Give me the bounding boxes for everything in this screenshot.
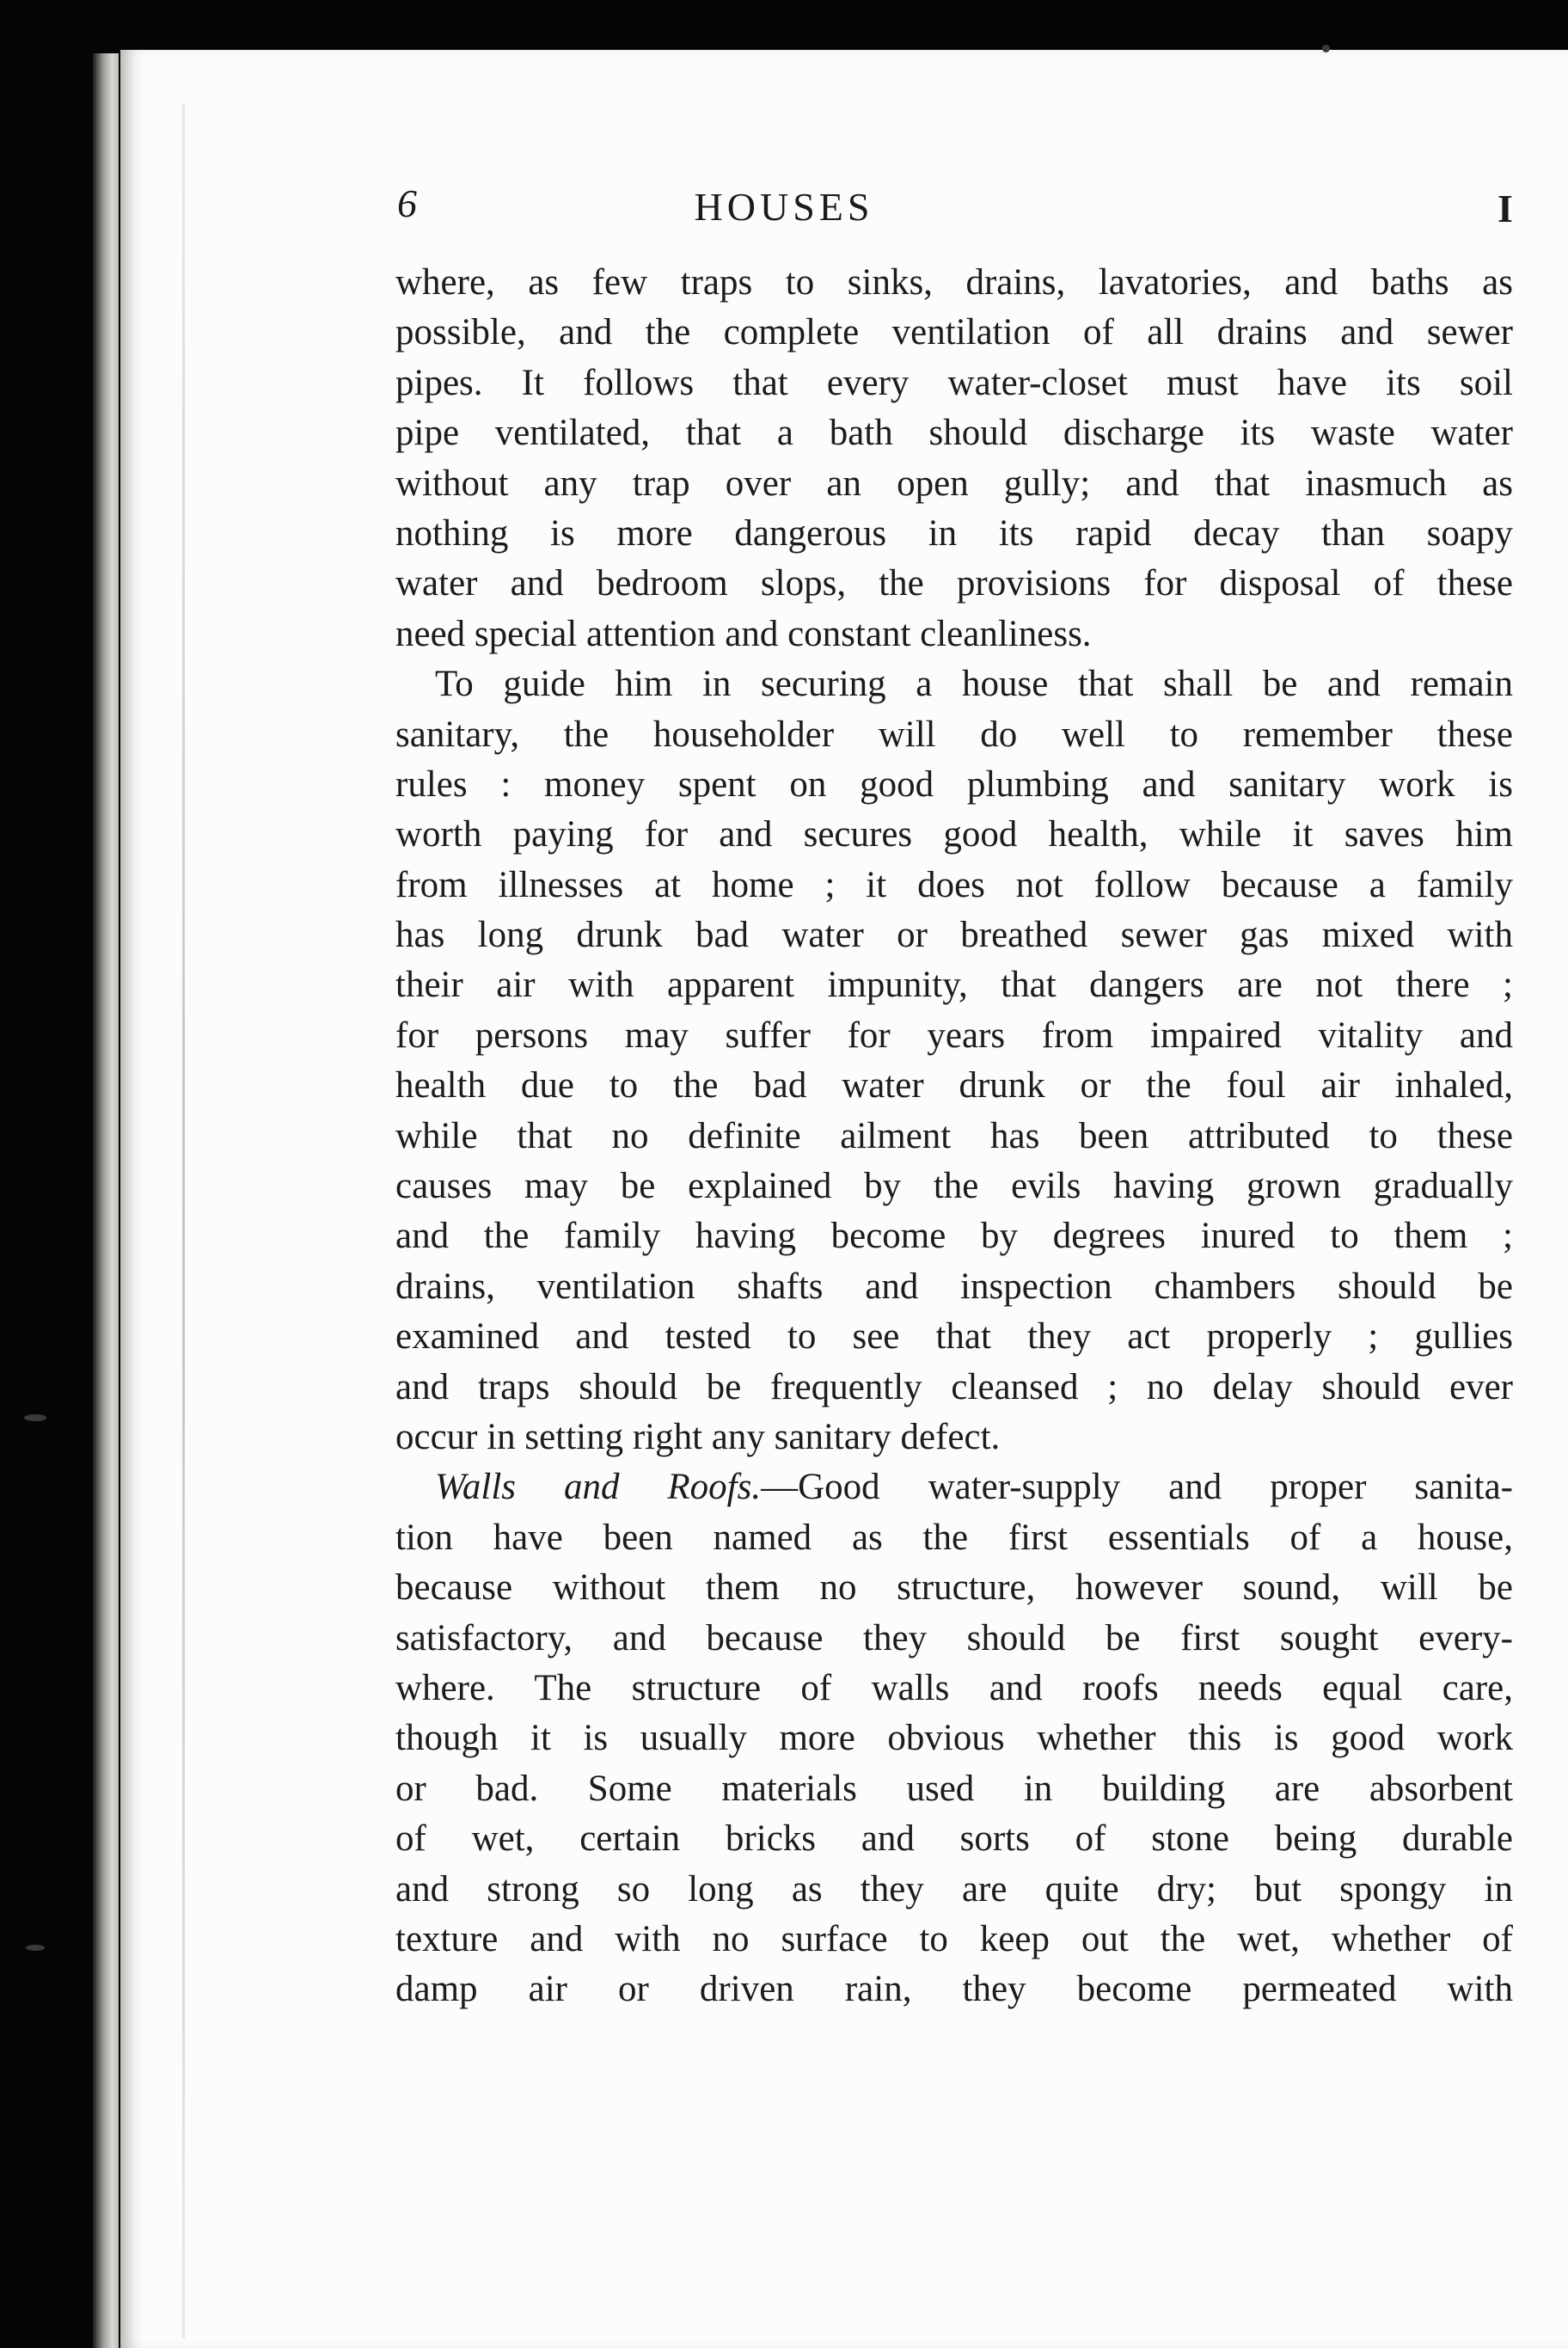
text-line: need special attention and constant cleanliness. (395, 613, 1092, 654)
running-header (0, 181, 1568, 241)
text-line: tion have been named as the first essentials of a house, (395, 1517, 1513, 1558)
paragraph-rules (395, 659, 1513, 1462)
text-line: sanitary, the householder will do well to remember these (395, 714, 1513, 755)
paragraph-drains (395, 258, 1513, 659)
text-line: worth paying for and secures good health, while it saves him (395, 814, 1513, 855)
text-line: because without them no structure, however sound, will be (395, 1567, 1513, 1609)
text-line: satisfactory, and because they should be first sought every- (395, 1617, 1513, 1658)
text-line: and strong so long as they are quite dry; but spongy in (395, 1868, 1513, 1910)
text-line: and traps should be frequently cleansed ; no delay should ever (395, 1366, 1513, 1407)
page-number: 6 (397, 181, 417, 225)
text-line: nothing is more dangerous in its rapid decay than soapy (395, 512, 1513, 554)
text-line: health due to the bad water drunk or the foul air inhaled, (395, 1065, 1513, 1107)
scan-speck (1322, 45, 1330, 52)
text-line: though it is usually more obvious whether this is good work (395, 1718, 1513, 1759)
text-line (395, 1462, 1513, 1512)
text-line: or bad. Some materials used in building are absorbent (395, 1768, 1513, 1809)
chapter-mark: I (1498, 187, 1513, 230)
section-heading: Walls and Roofs. (435, 1467, 762, 1508)
text-line: pipes. It follows that every water-closet must have its soil (395, 362, 1513, 403)
page-edge (93, 53, 119, 2348)
text-line: for persons may suffer for years from impaired vitality and (395, 1015, 1513, 1056)
text-line: and the family having become by degrees inured to them ; (395, 1216, 1513, 1257)
text-line: from illnesses at home ; it does not follow because a family (395, 864, 1513, 905)
text-line: To guide him in securing a house that shall be and remain (435, 664, 1513, 705)
text-line: texture and with no surface to keep out the wet, whether of (395, 1918, 1513, 1959)
text-line: drains, ventilation shafts and inspection chambers should be (395, 1266, 1513, 1307)
text-line: their air with apparent impunity, that dangers are not there ; (395, 965, 1513, 1006)
paragraph-walls-and-roofs (395, 1462, 1513, 2014)
text-line: possible, and the complete ventilation of all drains and sewer (395, 312, 1513, 353)
text-line: where, as few traps to sinks, drains, lavatories, and baths as (395, 262, 1513, 303)
text-line: occur in setting right any sanitary defect. (395, 1416, 1001, 1457)
text-line: has long drunk bad water or breathed sewer gas mixed with (395, 915, 1513, 956)
scan-speck (26, 1945, 45, 1951)
scan-speck (24, 1414, 46, 1421)
text-line: examined and tested to see that they act properly ; gullies (395, 1316, 1513, 1358)
text-line: causes may be explained by the evils having grown gradually (395, 1166, 1513, 1207)
text-line: where. The structure of walls and roofs needs equal care, (395, 1667, 1513, 1708)
body-text (395, 258, 1513, 2015)
text-line: while that no definite ailment has been attributed to these (395, 1115, 1513, 1156)
text-line: without any trap over an open gully; and that inasmuch as (395, 463, 1513, 504)
text-line: of wet, certain bricks and sorts of stone being durable (395, 1818, 1513, 1860)
running-title: HOUSES (694, 185, 874, 229)
text-line: rules : money spent on good plumbing and sanitary work is (395, 763, 1513, 805)
text-line: pipe ventilated, that a bath should discharge its waste water (395, 413, 1513, 454)
gutter-shadow (182, 103, 185, 2339)
text-line: damp air or driven rain, they become permeated with (395, 1969, 1513, 2010)
text-line: water and bedroom slops, the provisions for disposal of these (395, 563, 1513, 604)
text-line-continuation: —Good water-supply and proper sanita- (761, 1467, 1513, 1508)
